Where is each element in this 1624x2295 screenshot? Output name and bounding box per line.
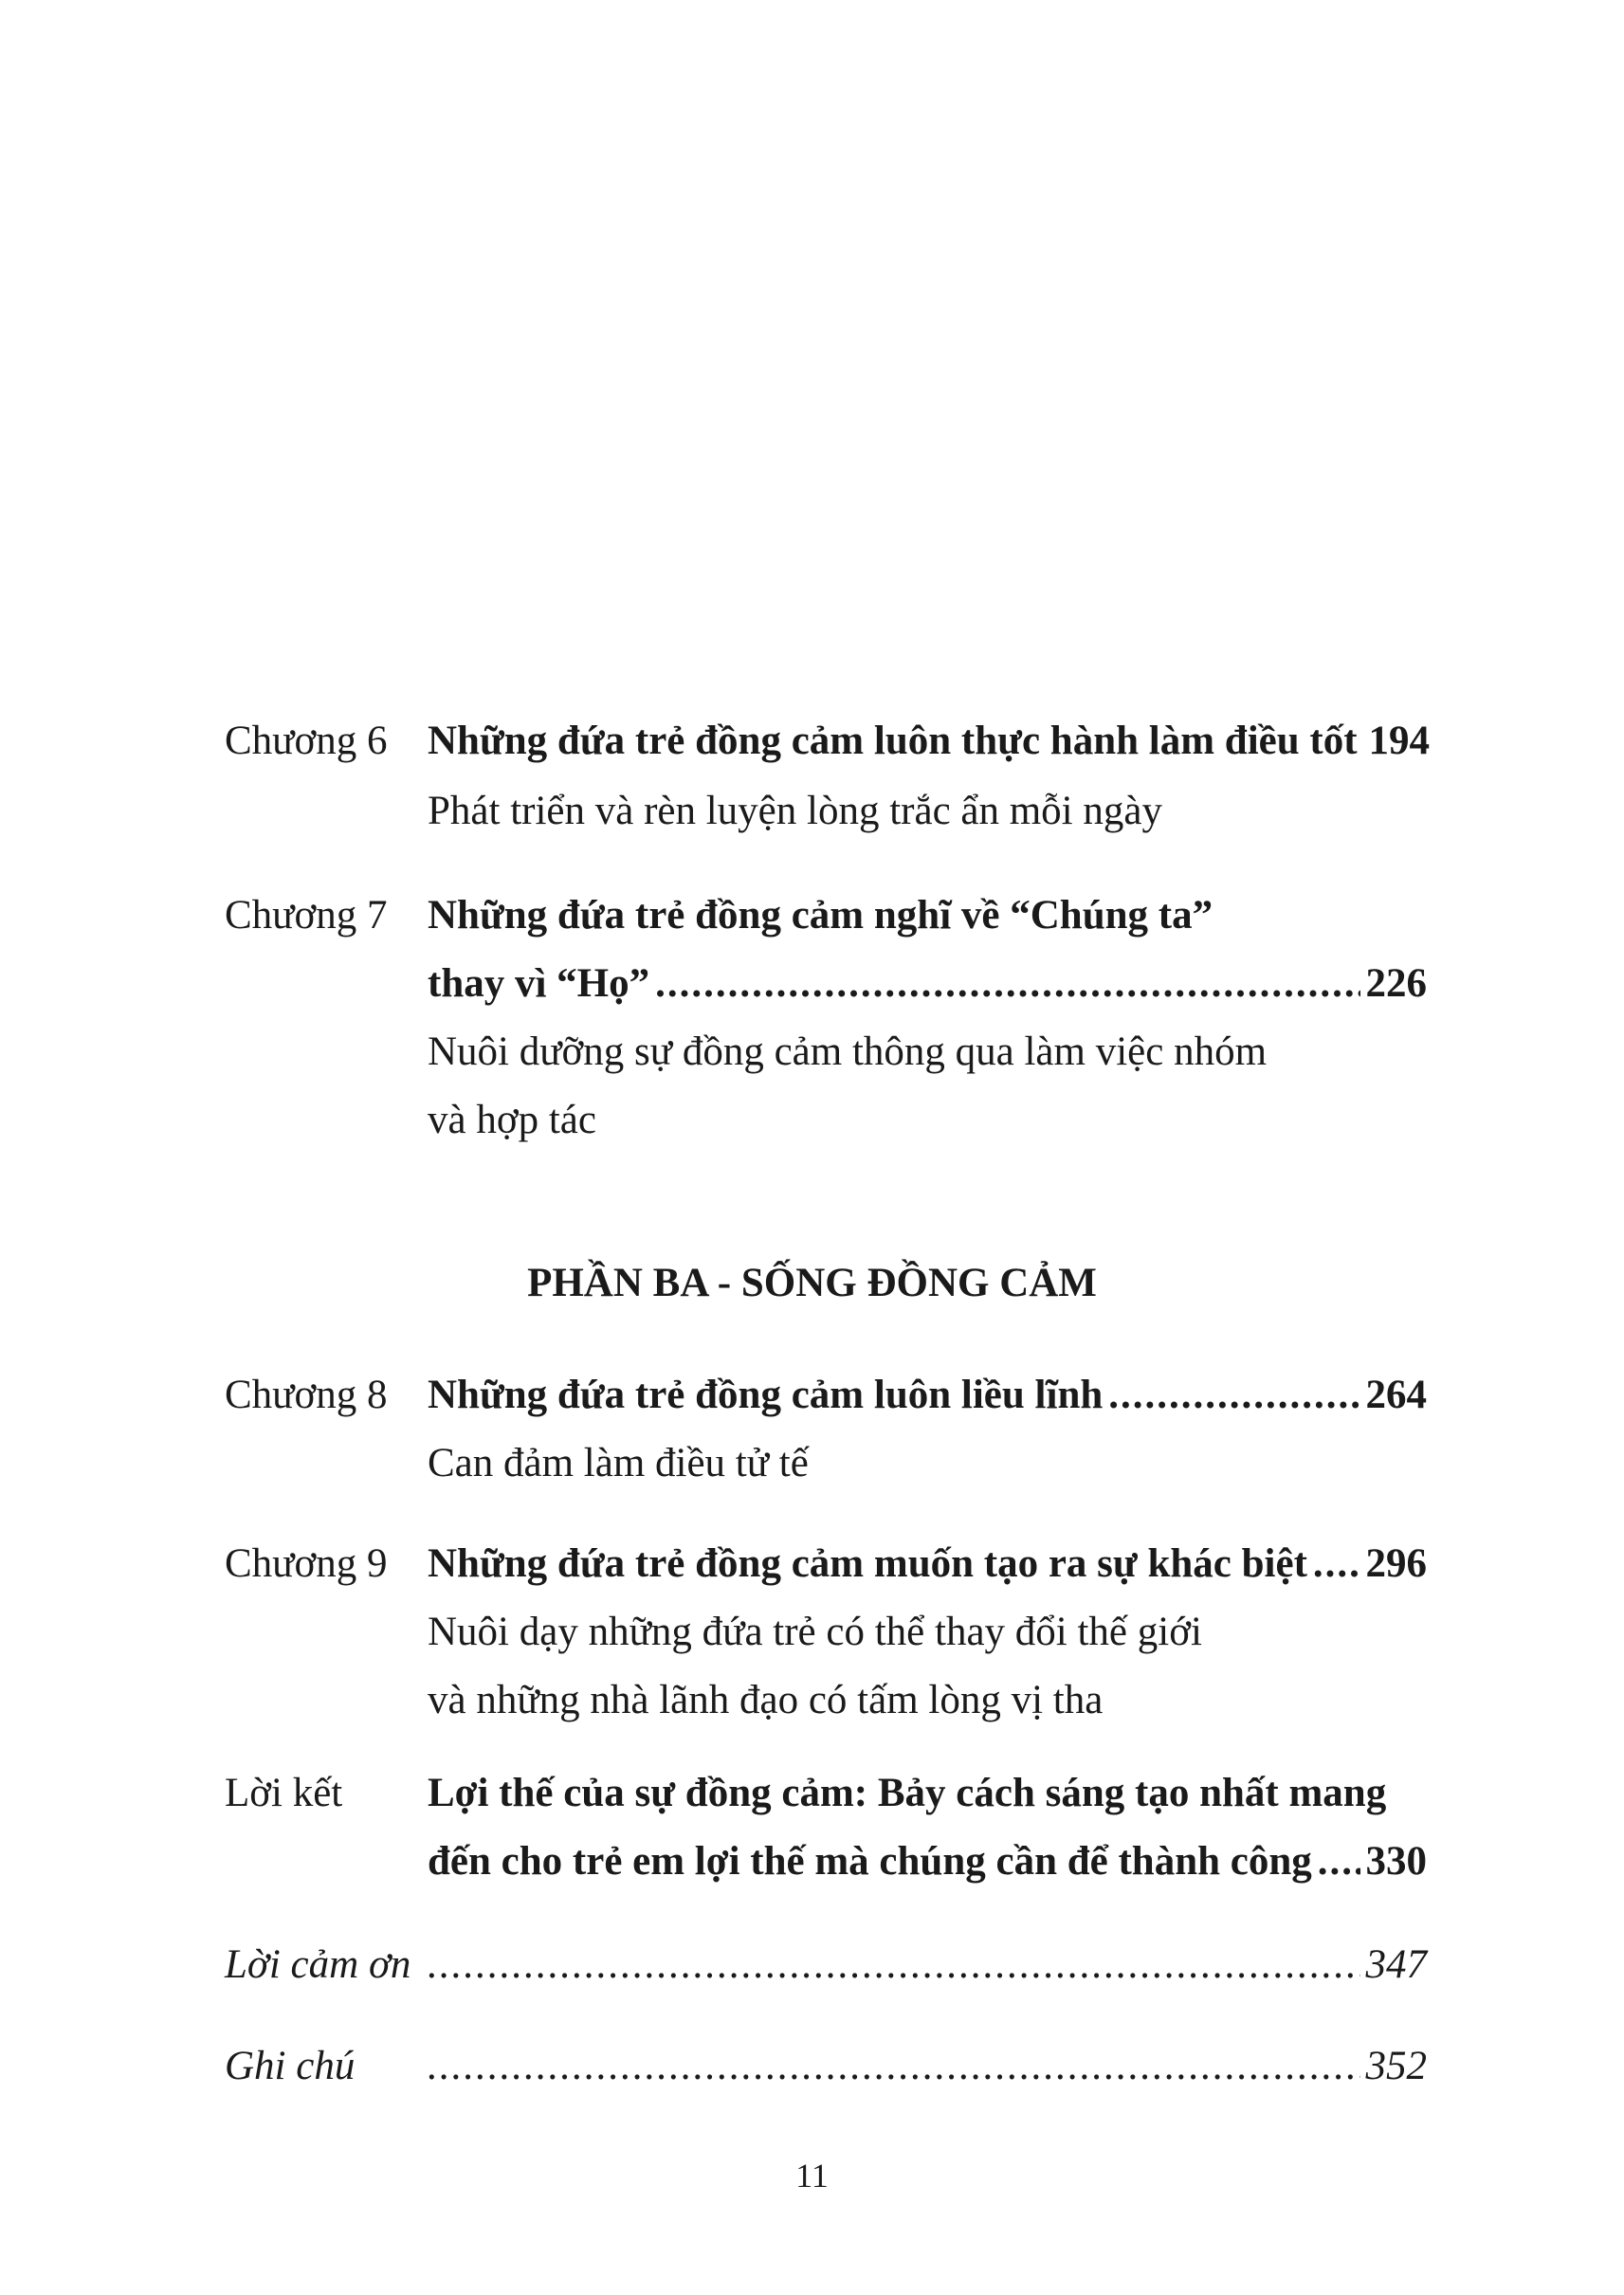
chapter-title-row [428, 963, 1427, 1004]
chapter-label: Lời kết [225, 1771, 343, 1815]
page-number: 330 [1365, 1839, 1427, 1884]
chapter-label: Chương 7 [225, 893, 388, 938]
chapter-title-row [428, 1543, 1427, 1584]
chapter-title-cont: đến cho trẻ em lợi thế mà chúng cần để thành công [428, 1839, 1312, 1884]
dot-leader [1313, 1543, 1360, 1584]
chapter-title: Những đứa trẻ đồng cảm muốn tạo ra sự khác biệt [428, 1541, 1307, 1586]
page-number: 347 [1365, 1942, 1427, 1987]
chapter-title: Lợi thế của sự đồng cảm: Bảy cách sáng tạo nhất mang [428, 1771, 1387, 1815]
chapter-title-row [428, 1841, 1427, 1882]
chapter-title-row [428, 1375, 1427, 1415]
dot-leader [655, 963, 1359, 1004]
chapter-subtitle-cont: và hợp tác [428, 1098, 596, 1142]
dot-leader [1318, 1841, 1360, 1882]
entry-label: Lời cảm ơn [225, 1942, 411, 1987]
entry-row [428, 1944, 1427, 1985]
chapter-subtitle: Can đảm làm điều tử tế [428, 1441, 809, 1485]
page-number: 352 [1365, 2044, 1427, 2088]
entry-label: Ghi chú [225, 2044, 356, 2088]
page-number: 264 [1365, 1373, 1427, 1417]
chapter-label: Chương 6 [225, 719, 388, 763]
chapter-title: Những đứa trẻ đồng cảm luôn thực hành làm điều tốt [428, 719, 1358, 763]
chapter-subtitle: Nuôi dưỡng sự đồng cảm thông qua làm việc nhóm [428, 1029, 1268, 1074]
dot-leader [1108, 1375, 1359, 1415]
part-heading: PHẦN BA - SỐNG ĐỒNG CẢM [527, 1261, 1097, 1305]
page-number: 296 [1365, 1541, 1427, 1586]
chapter-subtitle-cont: và những nhà lãnh đạo có tấm lòng vị tha [428, 1678, 1104, 1722]
page-folio: 11 [795, 2157, 829, 2195]
chapter-title: Những đứa trẻ đồng cảm luôn liều lĩnh [428, 1373, 1104, 1417]
chapter-subtitle: Phát triển và rèn luyện lòng trắc ẩn mỗi ngày [428, 789, 1162, 833]
chapter-title-cont: thay vì “Họ” [428, 961, 650, 1006]
page-number: 194 [1368, 719, 1431, 763]
page-number: 226 [1365, 961, 1427, 1006]
chapter-subtitle: Nuôi dạy những đứa trẻ có thể thay đổi thế giới [428, 1610, 1202, 1654]
chapter-label: Chương 9 [225, 1541, 388, 1586]
entry-row [428, 2046, 1427, 2086]
dot-leader [428, 1944, 1360, 1985]
dot-leader [428, 2046, 1360, 2086]
chapter-label: Chương 8 [225, 1373, 388, 1417]
chapter-title-row [428, 719, 1431, 763]
chapter-title: Những đứa trẻ đồng cảm nghĩ về “Chúng ta” [428, 893, 1213, 938]
